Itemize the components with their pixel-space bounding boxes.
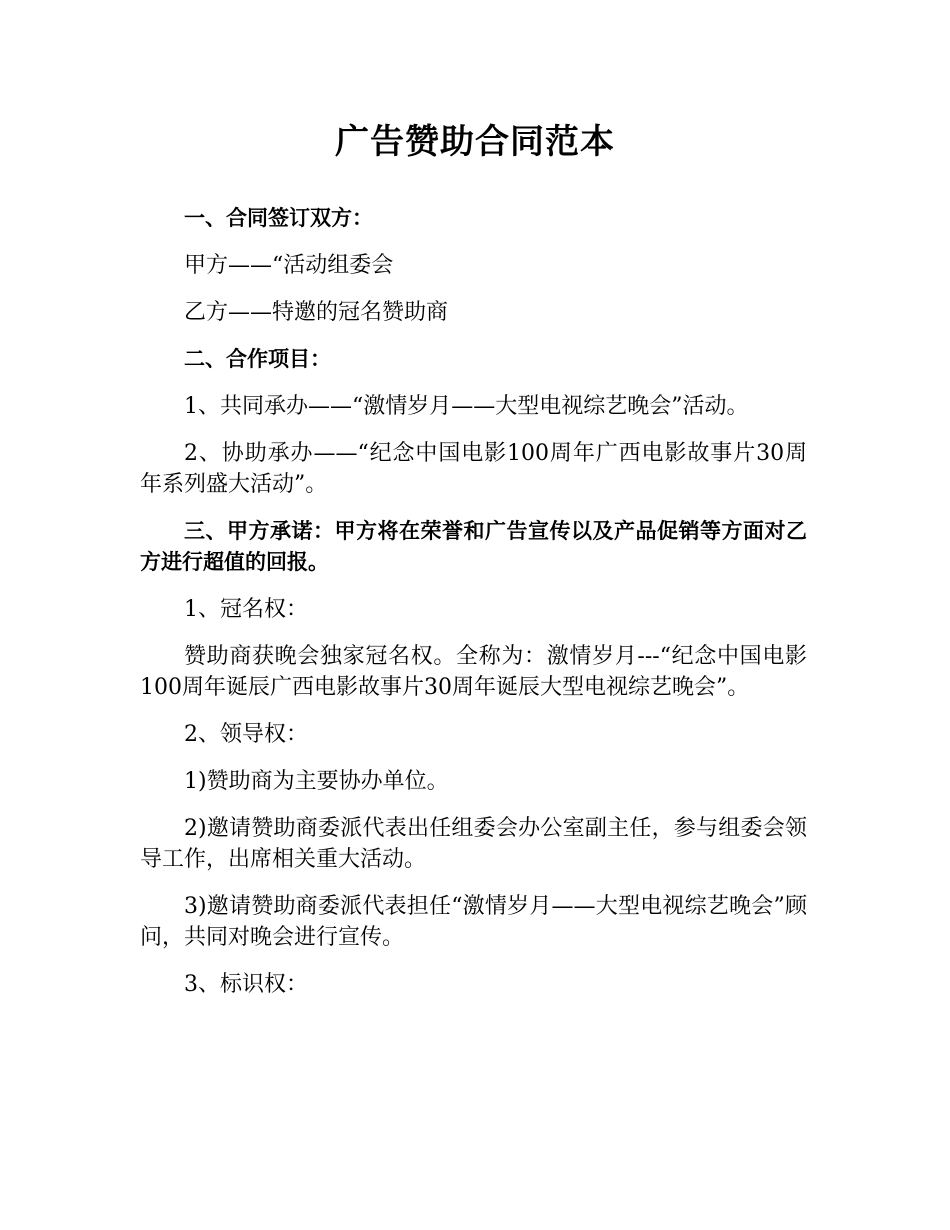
- naming-right-heading: 1、冠名权：: [184, 597, 308, 622]
- document-title: 广告赞助合同范本: [335, 122, 615, 162]
- section-heading-projects: 二、合作项目：: [184, 347, 331, 371]
- party-a: 甲方——“活动组委会: [184, 253, 394, 278]
- section-heading-parties: 一、合同签订双方：: [184, 206, 373, 230]
- leadership-right-heading: 2、领导权：: [184, 722, 308, 747]
- section-heading-commitment: 三、甲方承诺：甲方将在荣誉和广告宣传以及产品促销等方面对乙方进行超值的回报。: [140, 519, 807, 574]
- naming-right-text: 赞助商获晚会独家冠名权。全称为：激情岁月---“纪念中国电影100周年诞辰广西电影故事片30周年诞辰大型电视综艺晚会”。: [140, 644, 807, 700]
- document-body: [140, 203, 807, 1016]
- leadership-item-2: 2)邀请赞助商委派代表出任组委会办公室副主任，参与组委会领导工作，出席相关重大活动。: [140, 816, 807, 872]
- leadership-item-3: 3)邀请赞助商委派代表担任“激情岁月——大型电视综艺晚会”顾问，共同对晚会进行宣传。: [140, 894, 807, 950]
- leadership-item-1: 1)赞助商为主要协办单位。: [184, 769, 449, 794]
- project-item-1: 1、共同承办——“激情岁月——大型电视综艺晚会”活动。: [184, 394, 749, 419]
- logo-right-heading: 3、标识权：: [184, 972, 308, 997]
- project-item-2: 2、协助承办——“纪念中国电影100周年广西电影故事片30周年系列盛大活动”。: [140, 441, 807, 497]
- party-b: 乙方——特邀的冠名赞助商: [184, 300, 449, 325]
